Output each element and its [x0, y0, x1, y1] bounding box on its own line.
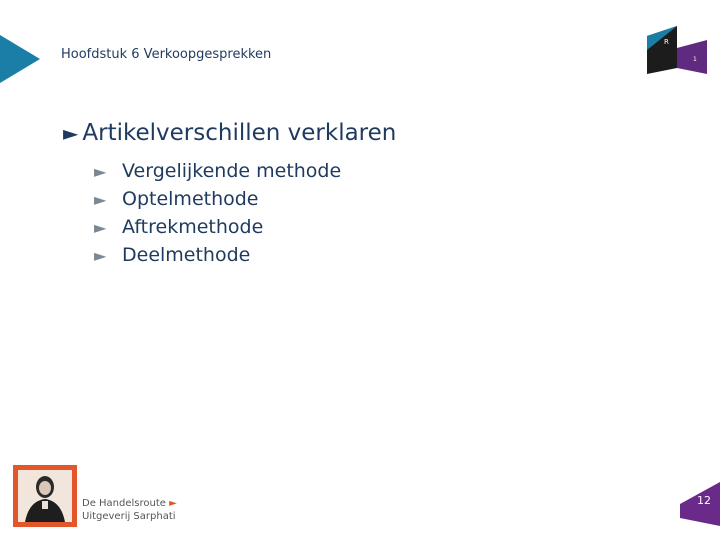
bullet-list	[94, 157, 341, 269]
page-number: 12	[697, 494, 711, 507]
heading-arrow-icon: ►	[63, 121, 79, 145]
list-item	[94, 213, 341, 241]
bullet-arrow-icon: ►	[94, 162, 107, 181]
list-item	[94, 241, 341, 269]
publisher-arrow-icon: ►	[169, 498, 177, 509]
bullet-arrow-icon: ►	[94, 190, 107, 209]
slide-heading	[63, 120, 396, 146]
bullet-text: Optelmethode	[122, 188, 259, 210]
chapter-title: Hoofdstuk 6 Verkoopgesprekken	[61, 47, 272, 62]
bullet-arrow-icon: ►	[94, 246, 107, 265]
teal-corner-triangle	[0, 35, 40, 83]
publisher-line-1	[82, 498, 177, 509]
bullet-text: Vergelijkende methode	[122, 160, 342, 182]
heading-text: Artikelverschillen verklaren	[82, 120, 397, 146]
list-item	[94, 157, 341, 185]
publisher-line-2: Uitgeverij Sarphati	[82, 511, 176, 522]
publisher-logo	[13, 465, 77, 527]
bullet-text: Aftrekmethode	[122, 216, 264, 238]
corner-mark-bottom: 1	[693, 56, 697, 63]
list-item	[94, 185, 341, 213]
publisher-name: De Handelsroute	[82, 498, 166, 509]
corner-mark-top: R	[664, 38, 669, 46]
corner-decoration	[647, 26, 709, 78]
bullet-text: Deelmethode	[122, 244, 251, 266]
bullet-arrow-icon: ►	[94, 218, 107, 237]
